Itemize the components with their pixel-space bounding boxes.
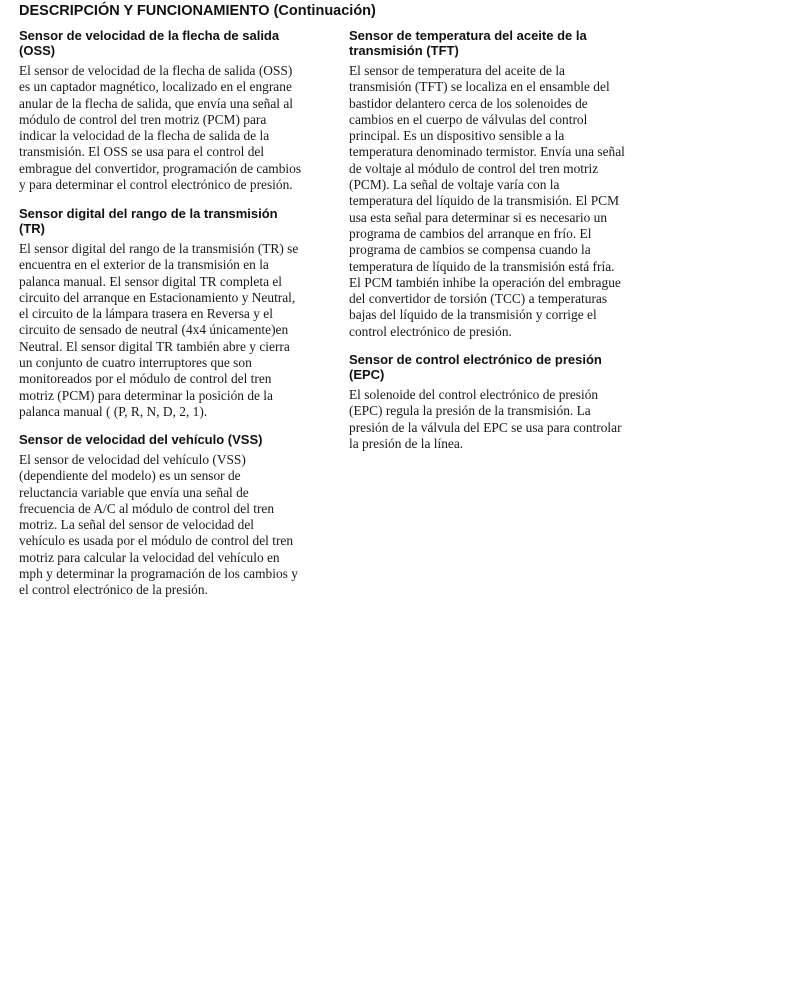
paragraph-line: el circuito de la lámpara trasera en Reversa y el (19, 306, 273, 322)
section-oss (19, 28, 329, 193)
paragraph-line: palanca manual ( (P, R, N, D, 2, 1). (19, 403, 208, 419)
paragraph-line: de voltaje al módulo de control del tren motriz (349, 160, 599, 176)
heading-line: (OSS) (19, 43, 56, 58)
paragraph-line: temperatura del líquido de la transmisión. El PCM (349, 193, 619, 209)
paragraph-line: mph y determinar la programación de los cambios y (19, 566, 298, 582)
section-paragraph (349, 63, 659, 340)
paragraph-line: es un captador magnético, localizado en el engrane (19, 79, 292, 95)
paragraph-line: usa esta señal para determinar si es necesario un (349, 209, 608, 225)
paragraph-line: la presión de la línea. (349, 435, 464, 451)
paragraph-line: El PCM también inhibe la operación del embrague (349, 274, 621, 290)
paragraph-line: módulo de control del tren motriz (PCM) para (19, 111, 267, 127)
section-epc (349, 352, 659, 452)
paragraph-line: El solenoide del control electrónico de presión (349, 387, 599, 402)
section-vss (19, 432, 329, 599)
paragraph-line: bastidor delantero cerca de los solenoides de (349, 95, 588, 111)
paragraph-line: circuito de sensado de neutral (4x4 únicamente)en (19, 322, 289, 338)
paragraph-line: El sensor de velocidad de la flecha de salida (OSS) (19, 63, 293, 78)
paragraph-line: programa de cambios se compensa cuando la (349, 242, 591, 258)
paragraph-line: transmisión. El OSS se usa para el control del (19, 144, 265, 160)
heading-line: Sensor de velocidad de la flecha de salida (19, 28, 280, 43)
section-paragraph (349, 387, 659, 452)
section-paragraph (19, 241, 329, 420)
paragraph-line: reluctancia variable que envía una señal de (19, 484, 249, 500)
paragraph-line: y para determinar el control electrónico de presión. (19, 177, 293, 193)
heading-line: transmisión (TFT) (349, 43, 459, 58)
section-heading (349, 28, 659, 58)
paragraph-line: motriz (PCM) para determinar la posición de la (19, 387, 273, 403)
paragraph-line: programa de cambios del arranque en frío. El (349, 225, 592, 241)
paragraph-line: anular de la flecha de salida, que envía una señal al (19, 95, 294, 111)
paragraph-line: del convertidor de torsión (TCC) a temperaturas (349, 291, 608, 307)
paragraph-line: vehículo es usada por el módulo de control del tren (19, 533, 294, 549)
paragraph-line: bajas del líquido de la transmisión y corrige el (349, 307, 597, 323)
heading-line: Sensor de control electrónico de presión (349, 352, 602, 367)
paragraph-line: embrague del convertidor, programación de cambios (19, 160, 302, 176)
heading-line: Sensor de velocidad del vehículo (VSS) (19, 432, 263, 447)
paragraph-line: circuito del arranque en Estacionamiento y Neutral, (19, 289, 296, 305)
paragraph-line: presión de la válvula del EPC se usa para controlar (349, 419, 622, 435)
paragraph-line: (dependiente del modelo) es un sensor de (19, 468, 241, 484)
section-heading (19, 432, 329, 447)
heading-line: (TR) (19, 221, 45, 236)
paragraph-line: monitoreados por el módulo de control del tren (19, 371, 272, 387)
section-paragraph (19, 452, 329, 599)
paragraph-line: temperatura de líquido de la transmisión está fría. (349, 258, 615, 274)
paragraph-line: principal. Es un dispositivo sensible a la (349, 128, 565, 144)
section-heading (349, 352, 659, 382)
section-heading (19, 28, 329, 58)
paragraph-line: encuentra en el exterior de la transmisión en la (19, 257, 269, 273)
heading-line: Sensor digital del rango de la transmisión (19, 206, 278, 221)
section-tr (19, 206, 329, 420)
paragraph-line: cambios en el cuerpo de válvulas del control (349, 111, 588, 127)
section-paragraph (19, 63, 329, 193)
paragraph-line: (EPC) regula la presión de la transmisión. La (349, 403, 591, 419)
paragraph-line: control electrónico de presión. (349, 323, 512, 339)
page-title: DESCRIPCIÓN Y FUNCIONAMIENTO (Continuación) (19, 3, 376, 19)
paragraph-line: motriz. La señal del sensor de velocidad del (19, 517, 254, 533)
heading-line: (EPC) (349, 367, 385, 382)
heading-line: Sensor de temperatura del aceite de la (349, 28, 587, 43)
paragraph-line: indicar la velocidad de la flecha de salida de la (19, 128, 270, 144)
section-tft (349, 28, 659, 340)
paragraph-line: Neutral. El sensor digital TR también abre y cierra (19, 338, 290, 354)
paragraph-line: frecuencia de A/C al módulo de control del tren (19, 500, 275, 516)
paragraph-line: temperatura denominado termistor. Envía una señal (349, 144, 625, 160)
paragraph-line: El sensor digital del rango de la transmisión (TR) se (19, 241, 299, 256)
paragraph-line: (PCM). La señal de voltaje varía con la (349, 177, 560, 193)
paragraph-line: motriz para calcular la velocidad del vehículo en (19, 549, 280, 565)
paragraph-line: transmisión (TFT) se localiza en el ensamble del (349, 79, 610, 95)
section-heading (19, 206, 329, 236)
paragraph-line: palanca manual. El sensor digital TR completa el (19, 273, 283, 289)
paragraph-line: un conjunto de cuatro interruptores que son (19, 355, 252, 371)
paragraph-line: El sensor de velocidad del vehículo (VSS) (19, 452, 246, 467)
paragraph-line: el control electrónico de la presión. (19, 582, 208, 598)
paragraph-line: El sensor de temperatura del aceite de la (349, 63, 566, 78)
